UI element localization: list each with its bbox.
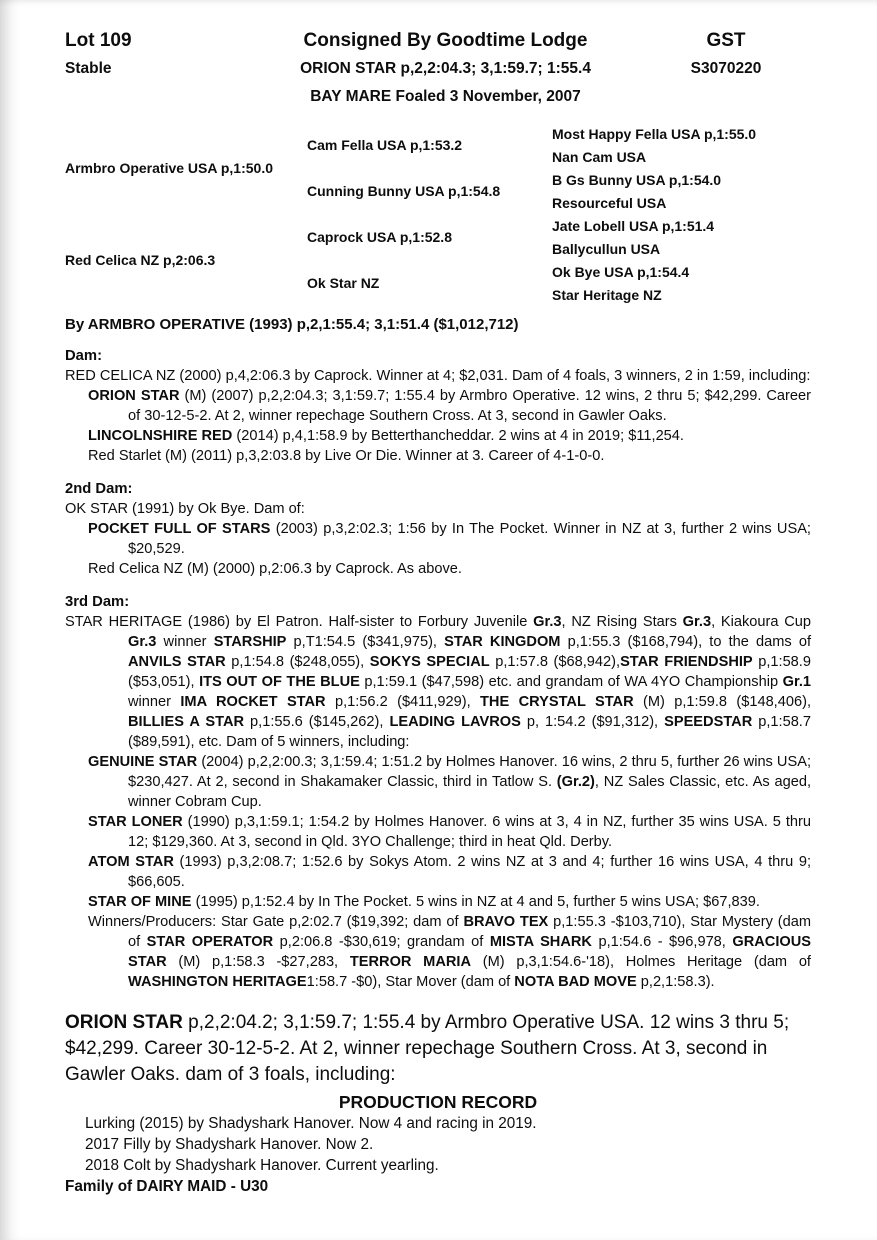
foal-entry: Red Celica NZ (M) (2000) p,2:06.3 by Caprock. As above.	[88, 561, 462, 577]
header-right-column	[641, 30, 811, 115]
consignor-title: Consigned By Goodtime Lodge	[303, 30, 588, 51]
third-dam-section	[65, 592, 811, 992]
foaling-line: BAY MARE Foaled 3 November, 2007	[310, 88, 581, 105]
dam-paragraph: STAR HERITAGE (1986) by El Patron. Half-sister to Forbury Juvenile Gr.3, NZ Rising Stars Gr.3, Kiakoura Cup Gr.3 winner STARSHIP p,T1:54.5 ($341,975), STAR KINGDOM p,1:55.3 ($168,794), to the dams of ANVILS STAR p,1:54.8 ($248,055), SOKYS SPECIAL p,1:57.8 ($68,942),STAR FRIENDSHIP p,1:58.9 ($53,051), ITS OUT OF THE BLUE p,1:59.1 ($47,598) etc. and grandam of WA 4YO Championship Gr.1 winner IMA ROCKET STAR p,1:56.2 ($411,929), THE CRYSTAL STAR (M) p,1:59.8 ($148,406), BILLIES A STAR p,1:55.6 ($145,262), LEADING LAVROS p, 1:54.2 ($91,312), SPEEDSTAR p,1:58.7 ($89,591), etc. Dam of 5 winners, including:	[65, 614, 812, 750]
production-entry: 2018 Colt by Shadyshark Hanover. Current yearling.	[85, 1157, 439, 1174]
pedigree-gen3-cell: Ballycullun USA	[552, 240, 661, 257]
sire-summary-line: By ARMBRO OPERATIVE (1993) p,2,1:55.4; 3,1:51.4 ($1,012,712)	[65, 316, 519, 333]
dam-section	[65, 346, 811, 466]
dam-paragraph: RED CELICA NZ (2000) p,4,2:06.3 by Caprock. Winner at 4; $2,031. Dam of 4 foals, 3 winners, 2 in 1:59, including:	[65, 368, 811, 384]
foal-entry: POCKET FULL OF STARS (2003) p,3,2:02.3; 1:56 by In The Pocket. Winner in NZ at 3, further 2 wins USA; $20,529.	[88, 521, 811, 557]
production-entry: Lurking (2015) by Shadyshark Hanover. Now 4 and racing in 2019.	[85, 1115, 537, 1132]
foal-entry: STAR OF MINE (1995) p,1:52.4 by In The Pocket. 5 wins in NZ at 4 and 5, further 5 wins USA; $67,839.	[88, 894, 760, 910]
pedigree-gen3-cell: B Gs Bunny USA p,1:54.0	[552, 171, 722, 188]
family-line: Family of DAIRY MAID - U30	[65, 1178, 269, 1195]
foal-entry: ATOM STAR (1993) p,3,2:08.7; 1:52.6 by Sokys Atom. 2 wins NZ at 3 and 4; further 16 wins USA, 4 thru 9; $66,605.	[88, 854, 811, 890]
pedigree-table	[65, 122, 811, 306]
second-dam-section	[65, 479, 811, 579]
pedigree-sire-dam: Cunning Bunny USA p,1:54.8	[307, 183, 501, 199]
header-center-column	[250, 30, 641, 115]
production-entry: 2017 Filly by Shadyshark Hanover. Now 2.	[85, 1136, 374, 1153]
mare-summary: ORION STAR p,2,2:04.2; 3,1:59.7; 1:55.4 by Armbro Operative USA. 12 wins 3 thru 5; $42,299. Career 30-12-5-2. At 2, winner repechage Southern Cross. At 3, second in Gawler Oaks. dam of 3 foals, including:	[65, 1012, 790, 1085]
second-dam-heading: 2nd Dam:	[65, 481, 133, 497]
header-left-column	[65, 30, 250, 115]
pedigree-gen3-cell: Ok Bye USA p,1:54.4	[552, 263, 690, 280]
foal-entry: GENUINE STAR (2004) p,2,2:00.3; 3,1:59.4; 1:51.2 by Holmes Hanover. 16 wins, 2 thru 5, further 26 wins USA; $230,427. At 2, second in Shakamaker Classic, third in Tatlow S. (Gr.2), NZ Sales Classic, etc. As aged, winner Cobram Cup.	[88, 754, 812, 810]
winners-producers-entry: Winners/Producers: Star Gate p,2:02.7 ($19,392; dam of BRAVO TEX p,1:55.3 -$103,710), Star Mystery (dam of STAR OPERATOR p,2:06.8 -$30,619; grandam of MISTA SHARK p,1:54.6 - $96,978, GRACIOUS STAR (M) p,1:58.3 -$27,283, TERROR MARIA (M) p,3,1:54.6-'18), Holmes Heritage (dam of WASHINGTON HERITAGE1:58.7 -$0), Star Mover (dam of NOTA BAD MOVE p,2,1:58.3).	[88, 914, 811, 990]
header	[65, 30, 811, 115]
pedigree-gen3-cell: Star Heritage NZ	[552, 286, 662, 303]
production-record-heading: PRODUCTION RECORD	[338, 1092, 538, 1112]
pedigree-dam-dam: Ok Star NZ	[307, 275, 380, 291]
foal-entry: ORION STAR (M) (2007) p,2,2:04.3; 3,1:59.7; 1:55.4 by Armbro Operative. 12 wins, 2 thru 5; $42,299. Career of 30-12-5-2. At 2, winner repechage Southern Cross. At 3, second in Gawler Oaks.	[88, 388, 811, 424]
pedigree-gen3-cell: Resourceful USA	[552, 194, 667, 211]
gst-label: GST	[706, 30, 746, 51]
pedigree-dam: Red Celica NZ p,2:06.3	[65, 252, 216, 268]
horse-record: ORION STAR p,2,2:04.3; 3,1:59.7; 1:55.4	[300, 60, 591, 77]
lot-number: Lot 109	[65, 30, 132, 51]
dam-section-heading: Dam:	[65, 348, 102, 364]
catalog-code: S3070220	[690, 60, 762, 77]
pedigree-dam-sire: Caprock USA p,1:52.8	[307, 229, 452, 245]
pedigree-gen3-cell: Most Happy Fella USA p,1:55.0	[552, 125, 757, 142]
stable-label: Stable	[65, 60, 112, 77]
foal-entry: Red Starlet (M) (2011) p,3,2:03.8 by Live Or Die. Winner at 3. Career of 4-1-0-0.	[88, 448, 605, 464]
foal-entry: LINCOLNSHIRE RED (2014) p,4,1:58.9 by Betterthancheddar. 2 wins at 4 in 2019; $11,254.	[88, 428, 684, 444]
pedigree-gen3-cell: Nan Cam USA	[552, 148, 647, 165]
dam-paragraph: OK STAR (1991) by Ok Bye. Dam of:	[65, 501, 305, 517]
third-dam-heading: 3rd Dam:	[65, 594, 130, 610]
foal-entry: STAR LONER (1990) p,3,1:59.1; 1:54.2 by Holmes Hanover. 6 wins at 3, 4 in NZ, further 35 wins USA. 5 thru 12; $129,360. At 3, second in Qld. 3YO Challenge; third in heat Qld. Derby.	[88, 814, 811, 850]
pedigree-sire-sire: Cam Fella USA p,1:53.2	[307, 137, 463, 153]
pedigree-sire: Armbro Operative USA p,1:50.0	[65, 160, 273, 176]
pedigree-gen3-cell: Jate Lobell USA p,1:51.4	[552, 217, 715, 234]
